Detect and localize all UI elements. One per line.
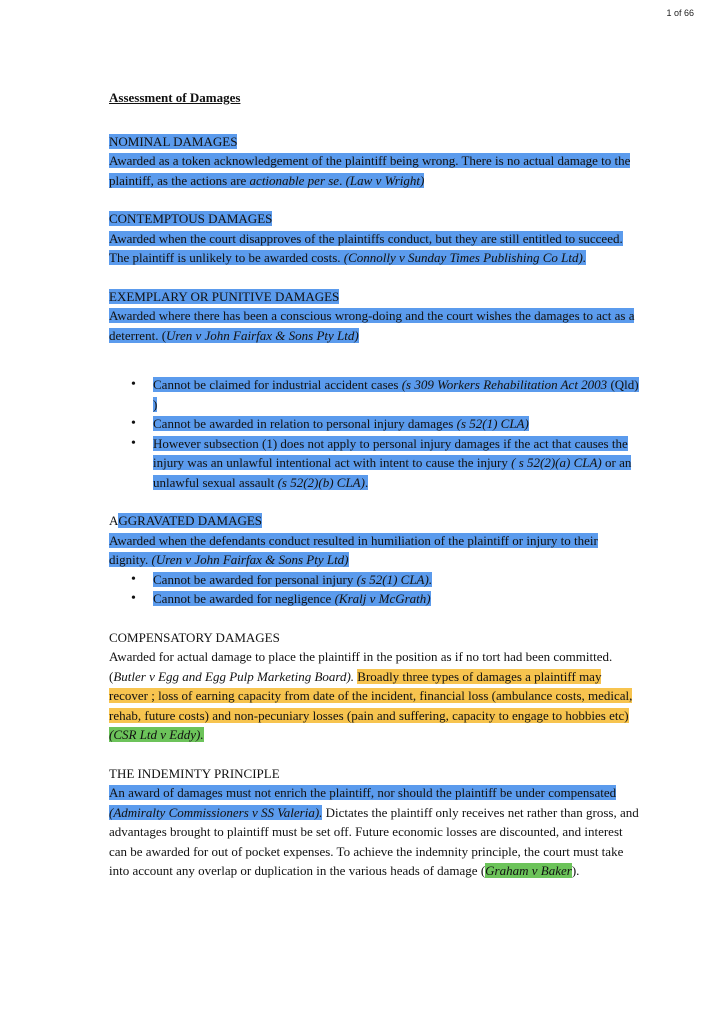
bullet-ref: (s 52(1) CLA). [356,571,433,587]
exemplary-body-highlight [109,308,634,343]
bullet-ref: (s 309 Workers Rehabilitation Act 2003 [401,377,608,392]
nominal-body-highlight [109,153,630,188]
heading-aggravated-damages [109,511,639,531]
nominal-body-end: . [339,172,346,188]
list-item [109,434,639,493]
exemplary-paragraph [109,306,639,345]
bullet-highlight [153,416,529,431]
bullet-end: . [364,474,369,490]
indemnity-body: Dictates the plaintiff only receives net rather than gross, and advantages brought to plaintiff must be set off. Future economic losses are discounted, and interest can be awarded for out of pocket expenses. To achieve the indemnity principle, the court must take into account any overlap or duplication in the various heads of damage ( [109,804,639,878]
bullet-highlight [153,377,639,412]
heading-indemnity-principle: THE INDEMINTY PRINCIPLE [109,765,280,781]
spacer [109,492,639,511]
contemptuous-case: (Connolly v Sunday Times Publishing Co Ltd). [343,250,587,265]
compensatory-case: Butler v Egg and Egg Pulp Marketing Board). [113,668,355,684]
aggravated-heading-first-letter: A [109,513,119,528]
nominal-body: Awarded as a token acknowledgement of the plaintiff being wrong. There is no actual damage to the plaintiff, as the actions are [109,153,631,188]
bullet-ref-end: (Qld) ) [153,377,639,412]
indemnity-case: (Admiralty Commissioners v SS Valeria). [109,804,323,820]
aggravated-bullet-list [109,570,639,609]
contemptuous-body-highlight [109,231,623,266]
exemplary-case: Uren v John Fairfax & Sons Pty Ltd) [166,327,359,343]
list-item [109,570,639,590]
contemptuous-body: Awarded when the court disapproves of the plaintiffs conduct, but they are still entitled to succeed. The plaintiff is unlikely to be awarded costs. [109,230,623,265]
section-compensatory-damages [109,628,639,745]
bullet-text-2: or an unlawful sexual assault [153,455,632,490]
bullet-text: Cannot be awarded for negligence [153,591,335,606]
aggravated-body-highlight [109,533,598,568]
list-item [109,414,639,434]
section-aggravated-damages [109,511,639,609]
bullet-text: Cannot be claimed for industrial accident cases [153,377,402,392]
exemplary-body: Awarded where there has been a conscious wrong-doing and the court wishes the damages to act as a deterrent. ( [109,308,635,343]
indemnity-highlight: An award of damages must not enrich the plaintiff, nor should the plaintiff be under compensated [109,785,617,800]
aggravated-body: Awarded when the defendants conduct resulted in humiliation of the plaintiff or injury to their dignity. [109,532,598,567]
heading-compensatory-damages: COMPENSATORY DAMAGES [109,629,280,645]
document-body [109,88,639,900]
exemplary-heading-text: EXEMPLARY OR PUNITIVE DAMAGES [109,288,340,304]
bullet-ref-2: (s 52(2)(b) CLA) [277,474,365,490]
indemnity-end: ). [571,863,580,878]
contemptuous-heading-text: CONTEMPTOUS DAMAGES [109,211,273,226]
bullet-highlight [153,572,432,587]
nominal-body-italic: actionable per se [249,172,340,188]
bullet-text: Cannot be awarded for personal injury [153,571,357,587]
nominal-case: (Law v Wright) [345,172,425,188]
contemptuous-paragraph [109,229,639,268]
bullet-highlight [153,436,631,490]
aggravated-case: (Uren v John Fairfax & Sons Pty Ltd) [151,552,349,567]
bullet-ref: ( s 52(2)(a) CLA) [511,455,602,470]
heading-exemplary-damages [109,287,639,307]
bullet-ref: (s 52(1) CLA) [456,416,529,431]
heading-nominal-damages [109,132,639,152]
aggravated-paragraph [109,531,639,570]
list-item [109,375,639,414]
nominal-heading-text: NOMINAL DAMAGES [109,133,238,149]
exemplary-bullet-list [109,375,639,492]
compensatory-paragraph [109,647,639,745]
indemnity-paragraph [109,783,639,881]
heading-contemptuous-damages [109,209,639,229]
page-title: Assessment of Damages [109,90,241,105]
bullet-text: Cannot be awarded in relation to personal injury damages [153,416,457,431]
page-number: 1 of 66 [666,8,694,18]
section-contemptuous-damages [109,209,639,268]
bullet-ref: (Kralj v McGrath) [334,591,431,606]
section-indemnity-principle [109,764,639,881]
indemnity-case-2: Graham v Baker [485,863,572,878]
section-exemplary-damages [109,287,639,493]
bullet-text: However subsection (1) does not apply to personal injury damages if the act that causes the injury was an unlawful intentional act with intent to cause the injury [153,435,628,470]
nominal-paragraph [109,151,639,190]
spacer [109,345,639,375]
compensatory-case-2: (CSR Ltd v Eddy). [109,727,204,742]
bullet-highlight [153,591,431,606]
compensatory-body: Awarded for actual damage to place the plaintiff in the position as if no tort had been committed. ( [109,649,613,684]
list-item [109,589,639,609]
section-nominal-damages [109,132,639,191]
aggravated-heading-text: GGRAVATED DAMAGES [118,513,263,528]
compensatory-highlight: Broadly three types of damages a plaintiff may recover ; loss of earning capacity from date of the incident, financial loss (ambulance costs, medical, rehab, future costs) and non-pecuniary losses (pain and suffering, capacity to engage to hobbies etc) [109,668,633,723]
